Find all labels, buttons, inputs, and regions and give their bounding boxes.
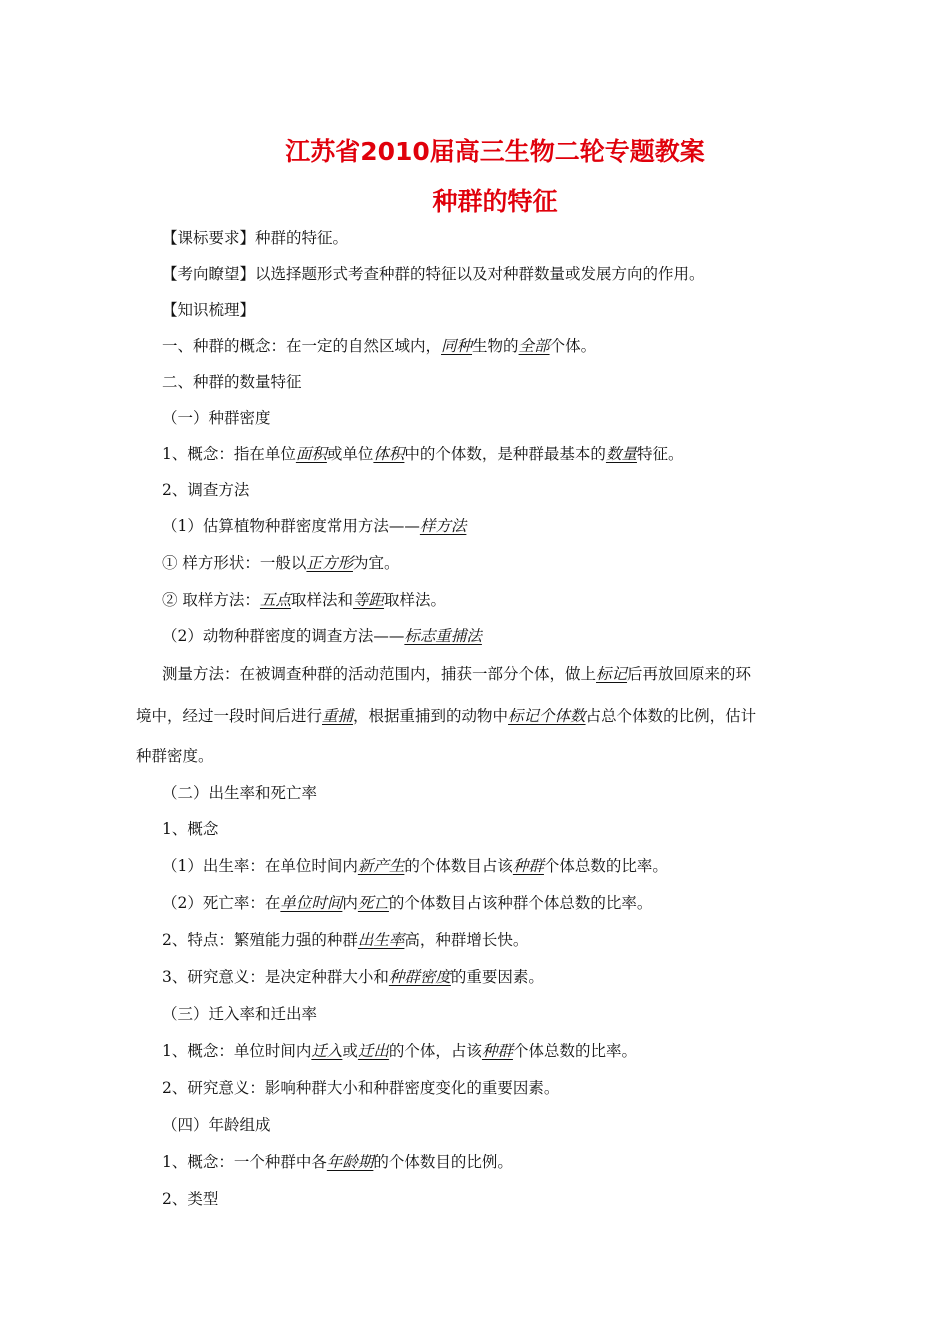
underlined-term: 正方形 xyxy=(306,554,353,572)
text-line: 【课标要求】种群的特征。 xyxy=(162,229,349,247)
underlined-term: 种群 xyxy=(481,1042,513,1060)
text-line: （2）动物种群密度的调查方法——标志重捕法 xyxy=(162,627,482,645)
text-line: 【知识梳理】 xyxy=(162,301,256,319)
underlined-term: 死亡 xyxy=(357,894,389,912)
text-line: 1、概念：一个种群中各年龄期的个体数目的比例。 xyxy=(162,1153,513,1171)
text-line: 1、概念：单位时间内迁入或迁出的个体，占该种群个体总数的比率。 xyxy=(162,1042,637,1060)
underlined-term: 标志重捕法 xyxy=(404,627,482,645)
underlined-term: 迁入 xyxy=(311,1042,343,1060)
underlined-term: 种群密度 xyxy=(388,968,451,986)
underlined-term: 出生率 xyxy=(357,931,405,949)
text-line: 【考向瞭望】以选择题形式考查种群的特征以及对种群数量或发展方向的作用。 xyxy=(162,265,705,283)
underlined-term: 同种 xyxy=(441,337,473,355)
text-line: 二、种群的数量特征 xyxy=(162,373,302,391)
document-title: 江苏省2010届高三生物二轮专题教案 xyxy=(285,137,705,166)
text-line: 1、概念 xyxy=(162,820,219,838)
underlined-term: 年龄期 xyxy=(326,1153,374,1171)
text-line: （1）出生率：在单位时间内新产生的个体数目占该种群个体总数的比率。 xyxy=(162,857,668,875)
underlined-term: 标记 xyxy=(596,665,628,683)
text-line: （2）死亡率：在单位时间内死亡的个体数目占该种群个体总数的比率。 xyxy=(162,894,653,912)
underlined-term: 体积 xyxy=(373,445,405,463)
text-line: 2、调查方法 xyxy=(162,481,250,499)
text-line: 3、研究意义：是决定种群大小和种群密度的重要因素。 xyxy=(162,968,544,986)
text-line: （二）出生率和死亡率 xyxy=(162,784,318,802)
underlined-term: 标记个体数 xyxy=(508,707,586,725)
underlined-term: 数量 xyxy=(605,445,637,463)
text-line: 境中，经过一段时间后进行重捕，根据重捕到的动物中标记个体数占总个体数的比例，估计 xyxy=(136,707,757,725)
underlined-term: 迁出 xyxy=(357,1042,389,1060)
text-line: （一）种群密度 xyxy=(162,409,271,427)
underlined-term: 重捕 xyxy=(322,707,354,725)
underlined-term: 面积 xyxy=(295,445,327,463)
underlined-term: 种群 xyxy=(512,857,544,875)
text-line: （三）迁入率和迁出率 xyxy=(162,1005,318,1023)
underlined-term: 全部 xyxy=(518,337,550,355)
text-line: 种群密度。 xyxy=(136,747,214,765)
text-line: ② 取样方法：五点取样法和等距取样法。 xyxy=(162,591,446,609)
underlined-term: 五点 xyxy=(259,591,291,609)
text-line: 2、特点：繁殖能力强的种群出生率高，种群增长快。 xyxy=(162,931,529,949)
document-subtitle: 种群的特征 xyxy=(432,187,558,216)
text-line: ① 样方形状：一般以正方形为宜。 xyxy=(162,554,400,572)
underlined-term: 样方法 xyxy=(419,517,467,535)
text-line: 1、概念：指在单位面积或单位体积中的个体数，是种群最基本的数量特征。 xyxy=(162,445,684,463)
text-line: 2、研究意义：影响种群大小和种群密度变化的重要因素。 xyxy=(162,1079,560,1097)
text-line: （1）估算植物种群密度常用方法——样方法 xyxy=(162,517,467,535)
text-line: 测量方法：在被调查种群的活动范围内，捕获一部分个体，做上标记后再放回原来的环 xyxy=(162,665,752,683)
underlined-term: 单位时间 xyxy=(280,894,343,912)
underlined-term: 等距 xyxy=(352,591,384,609)
text-line: 一、种群的概念：在一定的自然区域内，同种生物的全部个体。 xyxy=(162,337,597,355)
text-line: 2、类型 xyxy=(162,1190,219,1208)
text-line: （四）年龄组成 xyxy=(162,1116,271,1134)
underlined-term: 新产生 xyxy=(357,857,405,875)
